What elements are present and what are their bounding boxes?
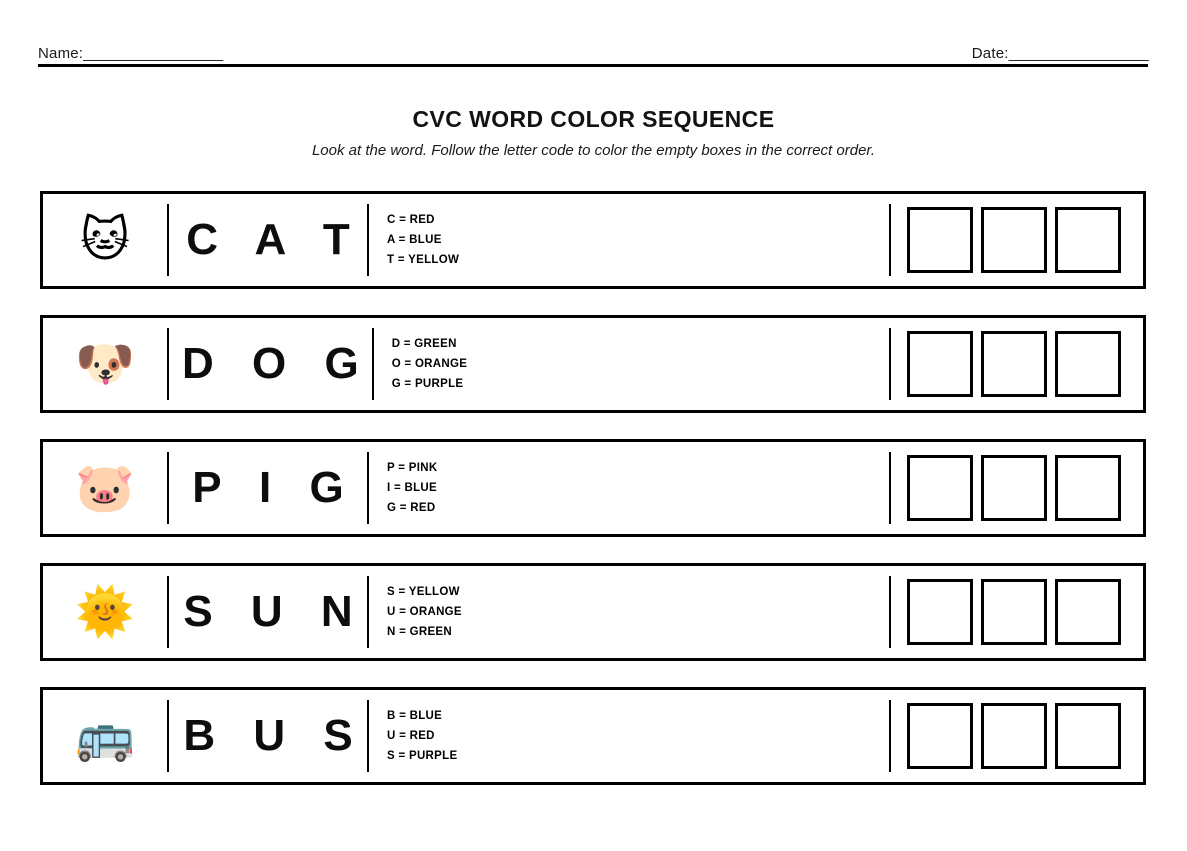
legend-line: U = ORANGE [387, 606, 462, 618]
color-box[interactable] [981, 703, 1047, 769]
legend-line: A = BLUE [387, 234, 442, 246]
row-answer-boxes [891, 566, 1143, 658]
row-word-cell [169, 566, 367, 658]
sun-icon: 🌞 [75, 584, 135, 640]
color-box[interactable] [1055, 703, 1121, 769]
row-answer-boxes [891, 690, 1143, 782]
legend-line: I = BLUE [387, 482, 438, 494]
legend-line: S = PURPLE [387, 750, 458, 762]
color-box[interactable] [907, 455, 973, 521]
bus-icon: 🚌 [75, 708, 135, 764]
legend-line: B = BLUE [387, 710, 443, 722]
color-box[interactable] [907, 579, 973, 645]
table-row [40, 439, 1146, 537]
date-field[interactable] [972, 45, 1148, 62]
row-legend-cell [369, 194, 889, 286]
legend-line: G = RED [387, 502, 436, 514]
word-rows-list [40, 191, 1146, 785]
row-legend-cell [369, 690, 889, 782]
page-subtitle: Look at the word. Follow the letter code to color the empty boxes in the correct order. [311, 142, 876, 159]
row-word-cell [169, 318, 372, 410]
name-blank-line: __________________ [83, 45, 223, 62]
row-legend-cell [374, 318, 889, 410]
row-emoji-cell [43, 690, 167, 782]
color-box[interactable] [907, 207, 973, 273]
name-field[interactable] [38, 45, 223, 62]
color-box[interactable] [1055, 207, 1121, 273]
row-word-cell [169, 194, 367, 286]
legend-line: U = RED [387, 730, 435, 742]
legend-line: D = GREEN [391, 338, 457, 350]
legend-line: O = ORANGE [391, 358, 468, 370]
cat-face-icon: 🐱 [79, 212, 131, 268]
color-box[interactable] [981, 331, 1047, 397]
table-row [40, 315, 1146, 413]
date-label: Date: [971, 45, 1009, 62]
table-row [40, 563, 1146, 661]
legend-line: C = RED [387, 214, 435, 226]
legend-line: P = PINK [387, 462, 438, 474]
color-box[interactable] [981, 455, 1047, 521]
color-box[interactable] [981, 579, 1047, 645]
word-text: C A T [186, 215, 363, 264]
header-divider-rule [38, 64, 1148, 67]
row-word-cell [169, 442, 367, 534]
row-answer-boxes [891, 194, 1143, 286]
color-box[interactable] [1055, 455, 1121, 521]
table-row [40, 191, 1146, 289]
dog-face-icon: 🐶 [75, 336, 135, 392]
legend-line: T = YELLOW [387, 254, 460, 266]
row-emoji-cell [43, 566, 167, 658]
header-fields [38, 38, 1148, 62]
color-box[interactable] [907, 703, 973, 769]
table-row [40, 687, 1146, 785]
color-box[interactable] [1055, 331, 1121, 397]
page-title: CVC WORD COLOR SEQUENCE [412, 106, 775, 132]
row-word-cell [169, 690, 367, 782]
legend-line: G = PURPLE [391, 378, 464, 390]
row-emoji-cell [43, 442, 167, 534]
date-blank-line: __________________ [1008, 45, 1148, 62]
word-text: P I G [192, 463, 357, 512]
color-box[interactable] [981, 207, 1047, 273]
row-legend-cell [369, 566, 889, 658]
name-label: Name: [38, 45, 84, 62]
word-text: D O G [182, 339, 372, 388]
row-answer-boxes [891, 318, 1143, 410]
pig-face-icon: 🐷 [75, 460, 135, 516]
row-legend-cell [369, 442, 889, 534]
color-box[interactable] [1055, 579, 1121, 645]
row-emoji-cell [43, 194, 167, 286]
word-text: B U S [183, 711, 366, 760]
color-box[interactable] [907, 331, 973, 397]
word-text: S U N [183, 587, 366, 636]
row-emoji-cell [43, 318, 167, 410]
row-answer-boxes [891, 442, 1143, 534]
legend-line: S = YELLOW [387, 586, 460, 598]
legend-line: N = GREEN [387, 626, 453, 638]
